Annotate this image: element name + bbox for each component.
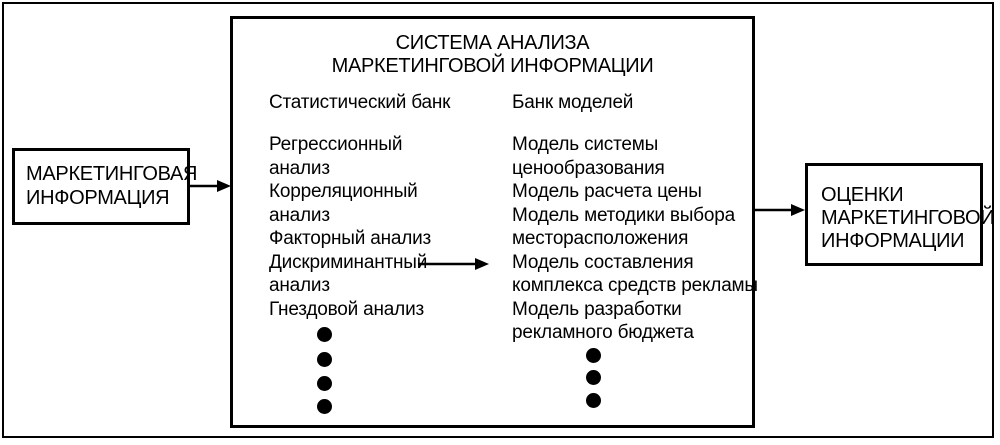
model-item: Модель разработки — [512, 298, 682, 320]
input-box-line-2: ИНФОРМАЦИЯ — [26, 187, 170, 209]
output-box-line-1: ОЦЕНКИ — [821, 184, 904, 206]
stat-bank-heading: Статистический банк — [269, 92, 451, 113]
output-box-line-3: ИНФОРМАЦИИ — [821, 230, 965, 252]
stat-item: Гнездовой анализ — [269, 298, 424, 320]
arrow-stat-to-models — [418, 258, 489, 270]
model-item: Модель расчета цены — [512, 181, 702, 202]
stat-item: Корреляционный — [269, 181, 418, 202]
model-item: ценообразования — [512, 157, 665, 179]
stat-item: Регрессионный — [269, 134, 403, 155]
output-box-line-2: МАРКЕТИНГОВОЙ — [821, 207, 995, 229]
arrow-system-to-output — [755, 204, 805, 216]
model-item: Модель составления — [512, 251, 694, 273]
arrow-input-to-system — [190, 180, 231, 192]
stat-item: анализ — [269, 275, 330, 296]
model-bank-heading: Банк моделей — [512, 92, 634, 113]
stat-item: анализ — [269, 204, 330, 226]
model-item: комплекса средств рекламы — [512, 275, 758, 296]
model-item: рекламного бюджета — [512, 322, 694, 343]
stat-item: Дискриминантный — [269, 251, 428, 273]
model-item: Модель методики выбора — [512, 204, 735, 226]
input-box-line-1: МАРКЕТИНГОВАЯ — [26, 163, 198, 185]
stat-item: Факторный анализ — [269, 228, 432, 249]
model-item: месторасположения — [512, 228, 689, 249]
system-title-line-2: МАРКЕТИНГОВОЙ ИНФОРМАЦИИ — [331, 55, 654, 77]
system-title-line-1: СИСТЕМА АНАЛИЗА — [395, 32, 590, 54]
model-item: Модель системы — [512, 134, 659, 155]
stat-item: анализ — [269, 157, 330, 179]
